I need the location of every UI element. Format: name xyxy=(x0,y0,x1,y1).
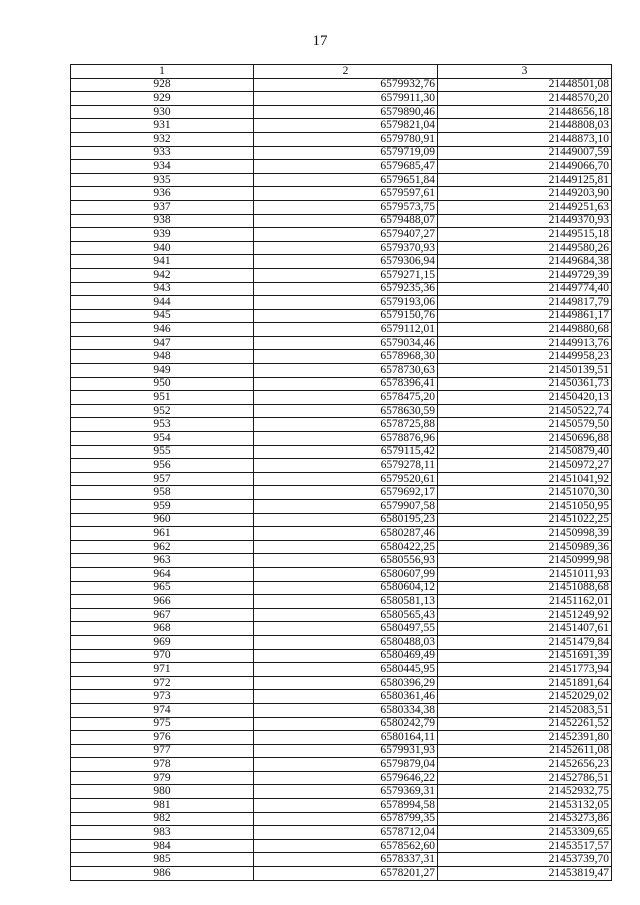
table-row xyxy=(71,554,612,568)
table-row xyxy=(71,309,612,323)
cell-x-coordinate: 6580422,25 xyxy=(254,540,438,554)
table-row xyxy=(71,404,612,418)
cell-point-number: 929 xyxy=(71,92,254,106)
cell-x-coordinate: 6579719,09 xyxy=(254,146,438,160)
cell-point-number: 985 xyxy=(71,853,254,867)
cell-x-coordinate: 6579692,17 xyxy=(254,486,438,500)
cell-point-number: 928 xyxy=(71,78,254,92)
table-row xyxy=(71,527,612,541)
cell-point-number: 968 xyxy=(71,622,254,636)
table-row xyxy=(71,445,612,459)
column-header-y: 3 xyxy=(438,65,612,79)
cell-y-coordinate: 21452656,23 xyxy=(438,758,612,772)
cell-y-coordinate: 21449729,39 xyxy=(438,268,612,282)
cell-point-number: 930 xyxy=(71,105,254,119)
cell-point-number: 984 xyxy=(71,839,254,853)
cell-point-number: 944 xyxy=(71,296,254,310)
cell-point-number: 939 xyxy=(71,228,254,242)
table-row xyxy=(71,513,612,527)
cell-point-number: 967 xyxy=(71,608,254,622)
table-row xyxy=(71,187,612,201)
cell-x-coordinate: 6579931,93 xyxy=(254,744,438,758)
cell-point-number: 979 xyxy=(71,771,254,785)
cell-y-coordinate: 21450361,73 xyxy=(438,377,612,391)
cell-y-coordinate: 21451249,92 xyxy=(438,608,612,622)
table-row xyxy=(71,703,612,717)
cell-point-number: 962 xyxy=(71,540,254,554)
table-row xyxy=(71,418,612,432)
cell-x-coordinate: 6579907,58 xyxy=(254,500,438,514)
table-row xyxy=(71,214,612,228)
cell-x-coordinate: 6579306,94 xyxy=(254,255,438,269)
cell-x-coordinate: 6580445,95 xyxy=(254,663,438,677)
cell-x-coordinate: 6580556,93 xyxy=(254,554,438,568)
cell-x-coordinate: 6578201,27 xyxy=(254,867,438,881)
cell-y-coordinate: 21453517,57 xyxy=(438,839,612,853)
cell-x-coordinate: 6580164,11 xyxy=(254,731,438,745)
cell-y-coordinate: 21448808,03 xyxy=(438,119,612,133)
cell-y-coordinate: 21449370,93 xyxy=(438,214,612,228)
cell-x-coordinate: 6578562,60 xyxy=(254,839,438,853)
cell-y-coordinate: 21451088,68 xyxy=(438,581,612,595)
cell-y-coordinate: 21452029,02 xyxy=(438,690,612,704)
cell-y-coordinate: 21452261,52 xyxy=(438,717,612,731)
cell-x-coordinate: 6578799,35 xyxy=(254,812,438,826)
table-row xyxy=(71,78,612,92)
cell-x-coordinate: 6579150,76 xyxy=(254,309,438,323)
table-row xyxy=(71,200,612,214)
table-row xyxy=(71,853,612,867)
table-row xyxy=(71,160,612,174)
cell-x-coordinate: 6579685,47 xyxy=(254,160,438,174)
cell-y-coordinate: 21449203,90 xyxy=(438,187,612,201)
cell-y-coordinate: 21449958,23 xyxy=(438,350,612,364)
cell-y-coordinate: 21453819,47 xyxy=(438,867,612,881)
cell-point-number: 980 xyxy=(71,785,254,799)
cell-x-coordinate: 6580469,49 xyxy=(254,649,438,663)
table-row xyxy=(71,241,612,255)
table-row xyxy=(71,540,612,554)
cell-x-coordinate: 6578630,59 xyxy=(254,404,438,418)
cell-y-coordinate: 21450139,51 xyxy=(438,364,612,378)
cell-x-coordinate: 6580581,13 xyxy=(254,595,438,609)
cell-y-coordinate: 21452083,51 xyxy=(438,703,612,717)
cell-y-coordinate: 21449515,18 xyxy=(438,228,612,242)
cell-y-coordinate: 21448570,20 xyxy=(438,92,612,106)
cell-x-coordinate: 6580604,12 xyxy=(254,581,438,595)
cell-point-number: 940 xyxy=(71,241,254,255)
cell-y-coordinate: 21449880,68 xyxy=(438,323,612,337)
table-row xyxy=(71,608,612,622)
cell-y-coordinate: 21451891,64 xyxy=(438,676,612,690)
cell-x-coordinate: 6578725,88 xyxy=(254,418,438,432)
cell-point-number: 947 xyxy=(71,336,254,350)
cell-x-coordinate: 6579821,04 xyxy=(254,119,438,133)
table-row xyxy=(71,432,612,446)
cell-point-number: 931 xyxy=(71,119,254,133)
cell-x-coordinate: 6579407,27 xyxy=(254,228,438,242)
table-row xyxy=(71,486,612,500)
cell-point-number: 942 xyxy=(71,268,254,282)
cell-point-number: 972 xyxy=(71,676,254,690)
cell-y-coordinate: 21451407,61 xyxy=(438,622,612,636)
cell-x-coordinate: 6580361,46 xyxy=(254,690,438,704)
cell-point-number: 950 xyxy=(71,377,254,391)
table-row xyxy=(71,581,612,595)
cell-y-coordinate: 21451050,95 xyxy=(438,500,612,514)
cell-y-coordinate: 21451479,84 xyxy=(438,635,612,649)
cell-x-coordinate: 6579034,46 xyxy=(254,336,438,350)
cell-point-number: 964 xyxy=(71,567,254,581)
cell-point-number: 932 xyxy=(71,132,254,146)
table-row xyxy=(71,255,612,269)
table-row xyxy=(71,228,612,242)
cell-x-coordinate: 6579651,84 xyxy=(254,173,438,187)
cell-y-coordinate: 21450972,27 xyxy=(438,459,612,473)
cell-point-number: 956 xyxy=(71,459,254,473)
table-row xyxy=(71,649,612,663)
cell-y-coordinate: 21451773,94 xyxy=(438,663,612,677)
cell-y-coordinate: 21449251,63 xyxy=(438,200,612,214)
cell-point-number: 949 xyxy=(71,364,254,378)
cell-y-coordinate: 21449861,17 xyxy=(438,309,612,323)
cell-point-number: 975 xyxy=(71,717,254,731)
cell-x-coordinate: 6579193,06 xyxy=(254,296,438,310)
page-number: 17 xyxy=(312,33,328,49)
cell-point-number: 937 xyxy=(71,200,254,214)
cell-y-coordinate: 21452391,80 xyxy=(438,731,612,745)
cell-point-number: 981 xyxy=(71,799,254,813)
table-row xyxy=(71,296,612,310)
cell-point-number: 977 xyxy=(71,744,254,758)
cell-x-coordinate: 6578396,41 xyxy=(254,377,438,391)
table-row xyxy=(71,391,612,405)
table-row xyxy=(71,268,612,282)
cell-y-coordinate: 21452932,75 xyxy=(438,785,612,799)
cell-point-number: 986 xyxy=(71,867,254,881)
cell-y-coordinate: 21451070,30 xyxy=(438,486,612,500)
table-row xyxy=(71,105,612,119)
table-row xyxy=(71,676,612,690)
coordinates-table xyxy=(70,64,612,881)
cell-point-number: 948 xyxy=(71,350,254,364)
cell-x-coordinate: 6580607,99 xyxy=(254,567,438,581)
cell-point-number: 936 xyxy=(71,187,254,201)
cell-y-coordinate: 21453132,05 xyxy=(438,799,612,813)
cell-y-coordinate: 21450579,50 xyxy=(438,418,612,432)
cell-y-coordinate: 21451162,01 xyxy=(438,595,612,609)
cell-y-coordinate: 21449684,38 xyxy=(438,255,612,269)
cell-y-coordinate: 21451041,92 xyxy=(438,472,612,486)
cell-x-coordinate: 6578968,30 xyxy=(254,350,438,364)
table-row xyxy=(71,500,612,514)
cell-point-number: 973 xyxy=(71,690,254,704)
cell-point-number: 976 xyxy=(71,731,254,745)
cell-x-coordinate: 6579890,46 xyxy=(254,105,438,119)
cell-point-number: 933 xyxy=(71,146,254,160)
cell-x-coordinate: 6579780,91 xyxy=(254,132,438,146)
cell-x-coordinate: 6580488,03 xyxy=(254,635,438,649)
cell-y-coordinate: 21450522,74 xyxy=(438,404,612,418)
cell-point-number: 961 xyxy=(71,527,254,541)
cell-point-number: 983 xyxy=(71,826,254,840)
cell-y-coordinate: 21451022,25 xyxy=(438,513,612,527)
cell-x-coordinate: 6580195,23 xyxy=(254,513,438,527)
cell-y-coordinate: 21449066,70 xyxy=(438,160,612,174)
cell-x-coordinate: 6579370,93 xyxy=(254,241,438,255)
table-row xyxy=(71,146,612,160)
table-row xyxy=(71,758,612,772)
table-row xyxy=(71,771,612,785)
cell-point-number: 971 xyxy=(71,663,254,677)
cell-point-number: 969 xyxy=(71,635,254,649)
cell-point-number: 966 xyxy=(71,595,254,609)
cell-point-number: 960 xyxy=(71,513,254,527)
cell-y-coordinate: 21449125,81 xyxy=(438,173,612,187)
cell-y-coordinate: 21453273,86 xyxy=(438,812,612,826)
cell-y-coordinate: 21453309,65 xyxy=(438,826,612,840)
cell-y-coordinate: 21449007,59 xyxy=(438,146,612,160)
cell-point-number: 955 xyxy=(71,445,254,459)
cell-y-coordinate: 21449913,76 xyxy=(438,336,612,350)
cell-point-number: 958 xyxy=(71,486,254,500)
cell-y-coordinate: 21450989,36 xyxy=(438,540,612,554)
cell-point-number: 943 xyxy=(71,282,254,296)
cell-y-coordinate: 21448656,18 xyxy=(438,105,612,119)
cell-point-number: 963 xyxy=(71,554,254,568)
cell-x-coordinate: 6579369,31 xyxy=(254,785,438,799)
cell-y-coordinate: 21449817,79 xyxy=(438,296,612,310)
cell-y-coordinate: 21452786,51 xyxy=(438,771,612,785)
cell-x-coordinate: 6579646,22 xyxy=(254,771,438,785)
table-row xyxy=(71,459,612,473)
cell-point-number: 935 xyxy=(71,173,254,187)
cell-x-coordinate: 6578994,58 xyxy=(254,799,438,813)
cell-y-coordinate: 21449580,26 xyxy=(438,241,612,255)
table-row xyxy=(71,839,612,853)
cell-x-coordinate: 6578712,04 xyxy=(254,826,438,840)
cell-y-coordinate: 21450696,88 xyxy=(438,432,612,446)
table-body xyxy=(71,78,612,880)
cell-point-number: 946 xyxy=(71,323,254,337)
cell-y-coordinate: 21451011,93 xyxy=(438,567,612,581)
cell-y-coordinate: 21450998,39 xyxy=(438,527,612,541)
cell-y-coordinate: 21450879,40 xyxy=(438,445,612,459)
cell-x-coordinate: 6579520,61 xyxy=(254,472,438,486)
cell-point-number: 957 xyxy=(71,472,254,486)
table-header-row xyxy=(71,65,612,79)
cell-x-coordinate: 6580334,38 xyxy=(254,703,438,717)
table-row xyxy=(71,472,612,486)
table-row xyxy=(71,812,612,826)
table-row xyxy=(71,731,612,745)
cell-point-number: 938 xyxy=(71,214,254,228)
cell-x-coordinate: 6580565,43 xyxy=(254,608,438,622)
table-row xyxy=(71,690,612,704)
cell-y-coordinate: 21449774,40 xyxy=(438,282,612,296)
cell-x-coordinate: 6579488,07 xyxy=(254,214,438,228)
table-row xyxy=(71,323,612,337)
table-row xyxy=(71,282,612,296)
cell-x-coordinate: 6579597,61 xyxy=(254,187,438,201)
table-row xyxy=(71,119,612,133)
cell-y-coordinate: 21448873,10 xyxy=(438,132,612,146)
cell-y-coordinate: 21452611,08 xyxy=(438,744,612,758)
cell-x-coordinate: 6578730,63 xyxy=(254,364,438,378)
cell-point-number: 982 xyxy=(71,812,254,826)
cell-x-coordinate: 6580242,79 xyxy=(254,717,438,731)
cell-x-coordinate: 6580287,46 xyxy=(254,527,438,541)
table-row xyxy=(71,867,612,881)
table-row xyxy=(71,595,612,609)
cell-x-coordinate: 6579112,01 xyxy=(254,323,438,337)
cell-x-coordinate: 6578337,31 xyxy=(254,853,438,867)
cell-x-coordinate: 6579932,76 xyxy=(254,78,438,92)
cell-point-number: 965 xyxy=(71,581,254,595)
table-row xyxy=(71,377,612,391)
cell-point-number: 941 xyxy=(71,255,254,269)
table-row xyxy=(71,744,612,758)
cell-x-coordinate: 6580497,55 xyxy=(254,622,438,636)
table-row xyxy=(71,635,612,649)
cell-x-coordinate: 6580396,29 xyxy=(254,676,438,690)
cell-point-number: 954 xyxy=(71,432,254,446)
cell-x-coordinate: 6579278,11 xyxy=(254,459,438,473)
table-row xyxy=(71,173,612,187)
cell-x-coordinate: 6579235,36 xyxy=(254,282,438,296)
table-row xyxy=(71,799,612,813)
cell-y-coordinate: 21450999,98 xyxy=(438,554,612,568)
cell-point-number: 953 xyxy=(71,418,254,432)
cell-y-coordinate: 21453739,70 xyxy=(438,853,612,867)
cell-point-number: 959 xyxy=(71,500,254,514)
cell-x-coordinate: 6579271,15 xyxy=(254,268,438,282)
cell-point-number: 978 xyxy=(71,758,254,772)
table-row xyxy=(71,336,612,350)
cell-point-number: 970 xyxy=(71,649,254,663)
cell-y-coordinate: 21450420,13 xyxy=(438,391,612,405)
table-row xyxy=(71,717,612,731)
column-header-x: 2 xyxy=(254,65,438,79)
cell-point-number: 974 xyxy=(71,703,254,717)
column-header-point-number: 1 xyxy=(71,65,254,79)
table-row xyxy=(71,364,612,378)
table-row xyxy=(71,92,612,106)
cell-point-number: 945 xyxy=(71,309,254,323)
cell-point-number: 952 xyxy=(71,404,254,418)
table-row xyxy=(71,785,612,799)
table-row xyxy=(71,567,612,581)
cell-x-coordinate: 6579115,42 xyxy=(254,445,438,459)
cell-x-coordinate: 6579879,04 xyxy=(254,758,438,772)
cell-x-coordinate: 6578876,96 xyxy=(254,432,438,446)
cell-point-number: 934 xyxy=(71,160,254,174)
cell-x-coordinate: 6578475,20 xyxy=(254,391,438,405)
table-row xyxy=(71,663,612,677)
table-row xyxy=(71,826,612,840)
cell-x-coordinate: 6579911,30 xyxy=(254,92,438,106)
cell-x-coordinate: 6579573,75 xyxy=(254,200,438,214)
cell-y-coordinate: 21448501,08 xyxy=(438,78,612,92)
cell-y-coordinate: 21451691,39 xyxy=(438,649,612,663)
table-row xyxy=(71,622,612,636)
cell-point-number: 951 xyxy=(71,391,254,405)
table-row xyxy=(71,132,612,146)
table-row xyxy=(71,350,612,364)
